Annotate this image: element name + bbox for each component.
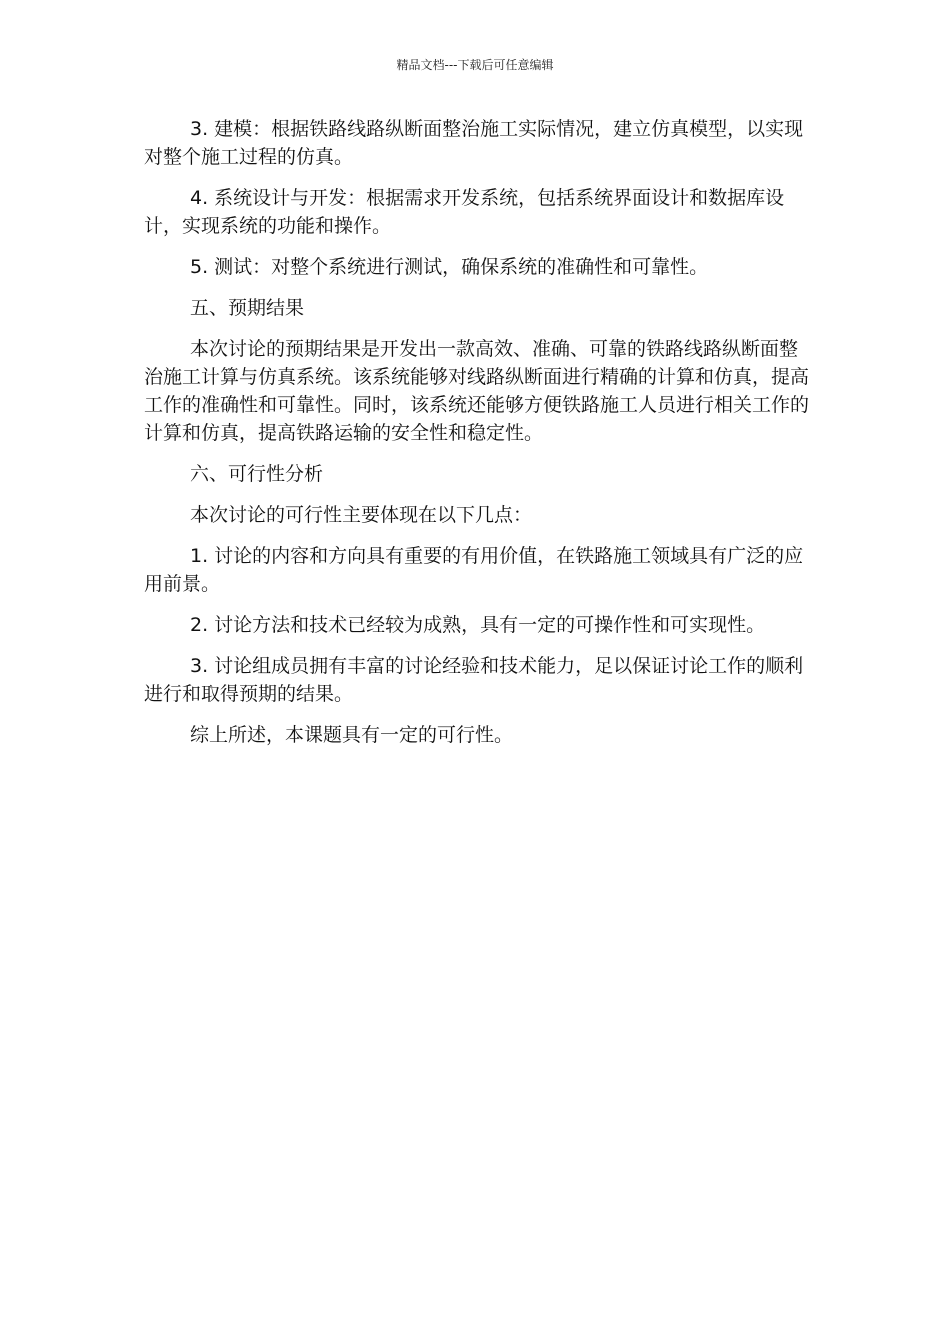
section-heading-feasibility: 六、可行性分析	[190, 463, 324, 485]
expected-results-paragraph: 本次讨论的预期结果是开发出一款高效、准确、可靠的铁路线路纵断面整治施工计算与仿真系统。该系统能够对线路纵断面进行精确的计算和仿真，提高工作的准确性和可靠性。同时，该系统还能够方便铁路施工人员进行相关工作的计算和仿真，提高铁路运输的安全性和稳定性。	[144, 338, 810, 444]
page-header: 精品文档---下载后可任意编辑	[396, 58, 554, 72]
section-heading-expected-results: 五、预期结果	[190, 297, 305, 319]
feasibility-point-3: 3. 讨论组成员拥有丰富的讨论经验和技术能力，足以保证讨论工作的顺利进行和取得预期的结果。	[144, 655, 804, 705]
conclusion-paragraph: 综上所述，本课题具有一定的可行性。	[190, 724, 514, 746]
feasibility-point-2: 2. 讨论方法和技术已经较为成熟，具有一定的可操作性和可实现性。	[190, 614, 766, 636]
document-body	[144, 115, 812, 762]
step-modeling-paragraph: 3. 建模：根据铁路线路纵断面整治施工实际情况，建立仿真模型，以实现对整个施工过程的仿真。	[144, 118, 804, 168]
step-testing-paragraph: 5. 测试：对整个系统进行测试，确保系统的准确性和可靠性。	[190, 256, 709, 278]
feasibility-point-1: 1. 讨论的内容和方向具有重要的有用价值，在铁路施工领域具有广泛的应用前景。	[144, 545, 804, 595]
feasibility-intro-paragraph: 本次讨论的可行性主要体现在以下几点：	[190, 504, 533, 526]
step-system-design-paragraph: 4. 系统设计与开发：根据需求开发系统，包括系统界面设计和数据库设计，实现系统的功能和操作。	[144, 187, 785, 237]
